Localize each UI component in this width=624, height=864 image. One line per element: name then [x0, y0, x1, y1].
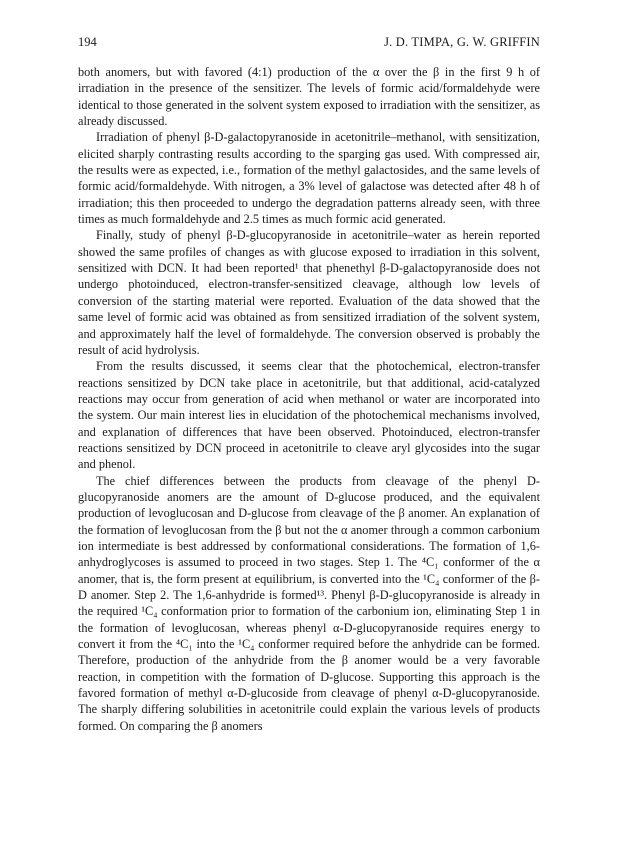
paragraph: Irradiation of phenyl β-D-galactopyranoside in acetonitrile–methanol, with sensitization, elicited sharply contrasting results according to the sparging gas used. With compressed air, the results were as expected, i.e., formation of the methyl galactosides, and the same levels of formic acid/formaldehyde. With nitrogen, a 3% level of galactose was detected after 48 h of irradiation; this then proceeded to undergo the degradation patterns already seen, with three times as much formaldehyde and 2.5 times as much formic acid generated.	[78, 130, 540, 227]
document-page	[78, 34, 540, 734]
page-number: 194	[78, 35, 97, 49]
running-head	[78, 34, 540, 50]
paragraph: From the results discussed, it seems clear that the photochemical, electron-transfer reactions sensitized by DCN take place in acetonitrile, but that additional, acid-catalyzed reactions may occur from generation of acid when methanol or water are incorporated into the system. Our main interest lies in elucidation of the photochemical mechanisms involved, and explanation of differences that have been observed. Photoinduced, electron-transfer reactions sensitized by DCN proceed in acetonitrile to cleave aryl glycosides into the sugar and phenol.	[78, 359, 540, 472]
body-text	[78, 64, 540, 734]
paragraph: both anomers, but with favored (4:1) production of the α over the β in the first 9 h of irradiation in the presence of the sensitizer. The levels of formic acid/formaldehyde were identical to those generated in the solvent system exposed to irradiation with the sensitizer, as already discussed.	[78, 65, 540, 129]
running-head-authors: J. D. TIMPA, G. W. GRIFFIN	[384, 35, 540, 49]
paragraph: The chief differences between the products from cleavage of the phenyl D-glucopyranoside anomers are the amount of D-glucose produced, and the equivalent production of levoglucosan and D-glucose from cleavage of the β anomer. An explanation of the formation of levoglucosan from the β but not the α anomer through a common carbonium ion intermediate is best addressed by conformational considerations. The formation of 1,6-anhydroglycoses is assumed to proceed in two stages. Step 1. The ⁴C₁ conformer of the α anomer, that is, the form present at equilibrium, is converted into the ¹C₄ conformer of the β-D anomer. Step 2. The 1,6-anhydride is formed¹³. Phenyl β-D-glucopyranoside is already in the required ¹C₄ conformation prior to formation of the carbonium ion, eliminating Step 1 in the formation of levoglucosan, whereas phenyl α-D-glucopyranoside requires energy to convert it from the ⁴C₁ into the ¹C₄ conformer required before the anhydride can be formed. Therefore, production of the anhydride from the β anomer would be a very favorable reaction, in competition with the formation of D-glucose. Supporting this approach is the favored formation of methyl α-D-glucoside from cleavage of phenyl α-D-glucopyranoside. The sharply differing solubilities in acetonitrile could explain the various levels of products formed. On comparing the β anomers	[78, 473, 540, 733]
paragraph: Finally, study of phenyl β-D-glucopyranoside in acetonitrile–water as herein reported showed the same profiles of changes as with glucose exposed to irradiation in this solvent, sensitized with DCN. It had been reported¹ that phenethyl β-D-galactopyranoside does not undergo photoinduced, electron-transfer-sensitized cleavage, although low levels of conversion of the starting material were reported. Evaluation of the data showed that the same level of formic acid was obtained as from sensitized irradiation of the solvent system, and approximately half the level of formaldehyde. The conversion observed is probably the result of acid hydrolysis.	[78, 228, 540, 357]
